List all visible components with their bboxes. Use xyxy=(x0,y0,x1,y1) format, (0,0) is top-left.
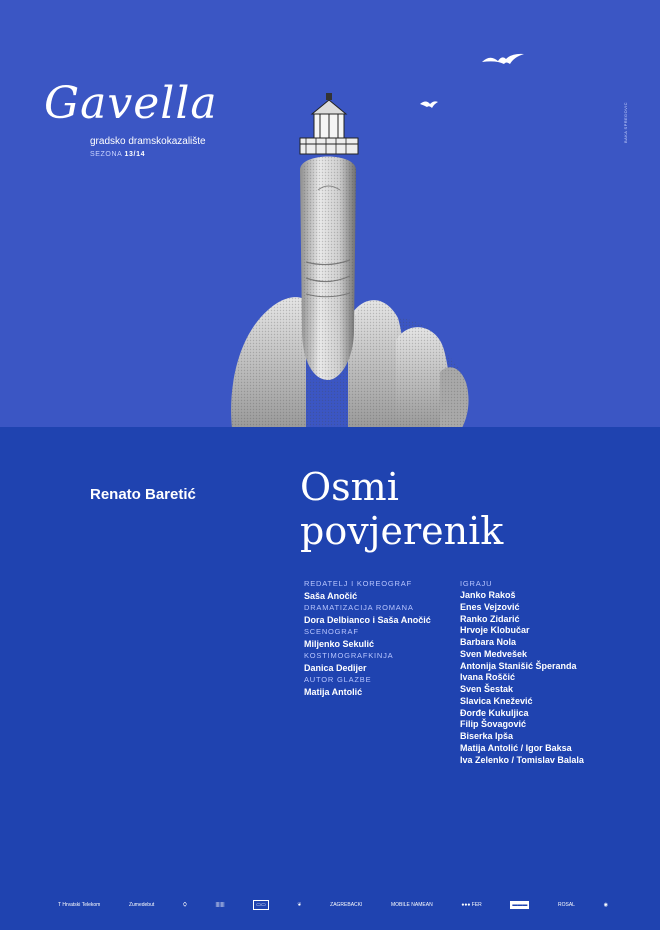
hand xyxy=(231,157,468,428)
sponsor-strip xyxy=(58,895,608,915)
cast-member: Ranko Zidarić xyxy=(460,613,520,624)
cast-member: Barbara Nola xyxy=(460,637,517,647)
cast-member: Hrvoje Klobučar xyxy=(460,625,530,636)
sponsor-logo-emblem: ⛭ xyxy=(182,902,187,908)
title-line-1: Osmi xyxy=(300,465,399,509)
credit-role: KOSTIMOGRAFKINJA xyxy=(304,651,394,660)
side-credit: BAKA SPREGOVIC xyxy=(623,102,628,143)
credit-name: Danica Dedijer xyxy=(304,663,367,673)
cast-heading: IGRAJU xyxy=(460,579,493,588)
author-name: Renato Baretić xyxy=(90,486,196,503)
season-label-text: SEZONA xyxy=(90,151,122,158)
sponsor-logo-mobile: MOBILE NAMEAN xyxy=(391,902,433,908)
cast-member: Iva Zelenko / Tomislav Balala xyxy=(460,754,584,765)
credit-name: Miljenko Sekulić xyxy=(304,639,375,649)
play-title xyxy=(300,465,503,553)
creative-credits xyxy=(304,578,454,698)
sponsor-logo-boxed: ▭▭ xyxy=(253,900,268,910)
sponsor-logo-zagrebacki: ZAGREBACKI xyxy=(330,902,363,908)
sponsor-logo-zumedebut: Zumedebut xyxy=(128,902,155,908)
credit-role: AUTOR GLAZBE xyxy=(304,675,372,684)
cast-member: Janko Rakoš xyxy=(460,590,516,600)
credit-name: Dora Delbianco i Saša Anočić xyxy=(304,615,431,625)
hand-lighthouse-illustration xyxy=(0,0,660,427)
cast-member: Ivana Roščić xyxy=(460,672,516,683)
sponsor-logo-crest: ❦ xyxy=(297,902,302,908)
sponsor-logo-barcode: ||||||| xyxy=(215,902,225,908)
credit-role: DRAMATIZACIJA ROMANA xyxy=(304,603,414,612)
sponsor-logo-rosal: ROSAL xyxy=(558,902,575,908)
cast-member: Enes Vejzović xyxy=(460,601,520,612)
seagull-large xyxy=(482,54,524,64)
credit-name: Saša Anočić xyxy=(304,591,358,601)
title-line-2: povjerenik xyxy=(300,509,504,553)
cast-member: Antonija Stanišić Šperanda xyxy=(460,660,577,671)
credit-name: Matija Antolić xyxy=(304,687,363,697)
cast-list xyxy=(460,578,640,766)
cast-member: Biserka Ipša xyxy=(460,731,514,741)
credit-role: REDATELJ I KOREOGRAF xyxy=(304,579,412,588)
sponsor-logo-telekom: T Hrvatski Telekom xyxy=(58,902,101,908)
sponsor-logo-badge: ◉ xyxy=(603,902,608,908)
sponsor-logo-filled: ▬▬▬ xyxy=(512,902,528,908)
sponsor-logo-fer: ●●● FER xyxy=(461,902,482,908)
cast-member: Matija Antolić / Igor Baksa xyxy=(460,742,572,753)
credit-role: SCENOGRAF xyxy=(304,627,359,636)
cast-member: Slavica Knežević xyxy=(460,695,533,706)
cast-member: Sven Šestak xyxy=(460,684,514,694)
cast-member: Đorđe Kukuljica xyxy=(460,707,529,718)
logo-script: Gavella xyxy=(44,78,218,129)
cast-member: Sven Medvešek xyxy=(460,648,528,659)
season-value: 13/14 xyxy=(124,151,146,158)
lighthouse-top xyxy=(300,93,358,154)
logo-subtitle: gradsko dramskokazalište xyxy=(90,136,206,147)
seagull-small xyxy=(420,101,438,108)
cast-member: Filip Šovagović xyxy=(460,719,527,730)
